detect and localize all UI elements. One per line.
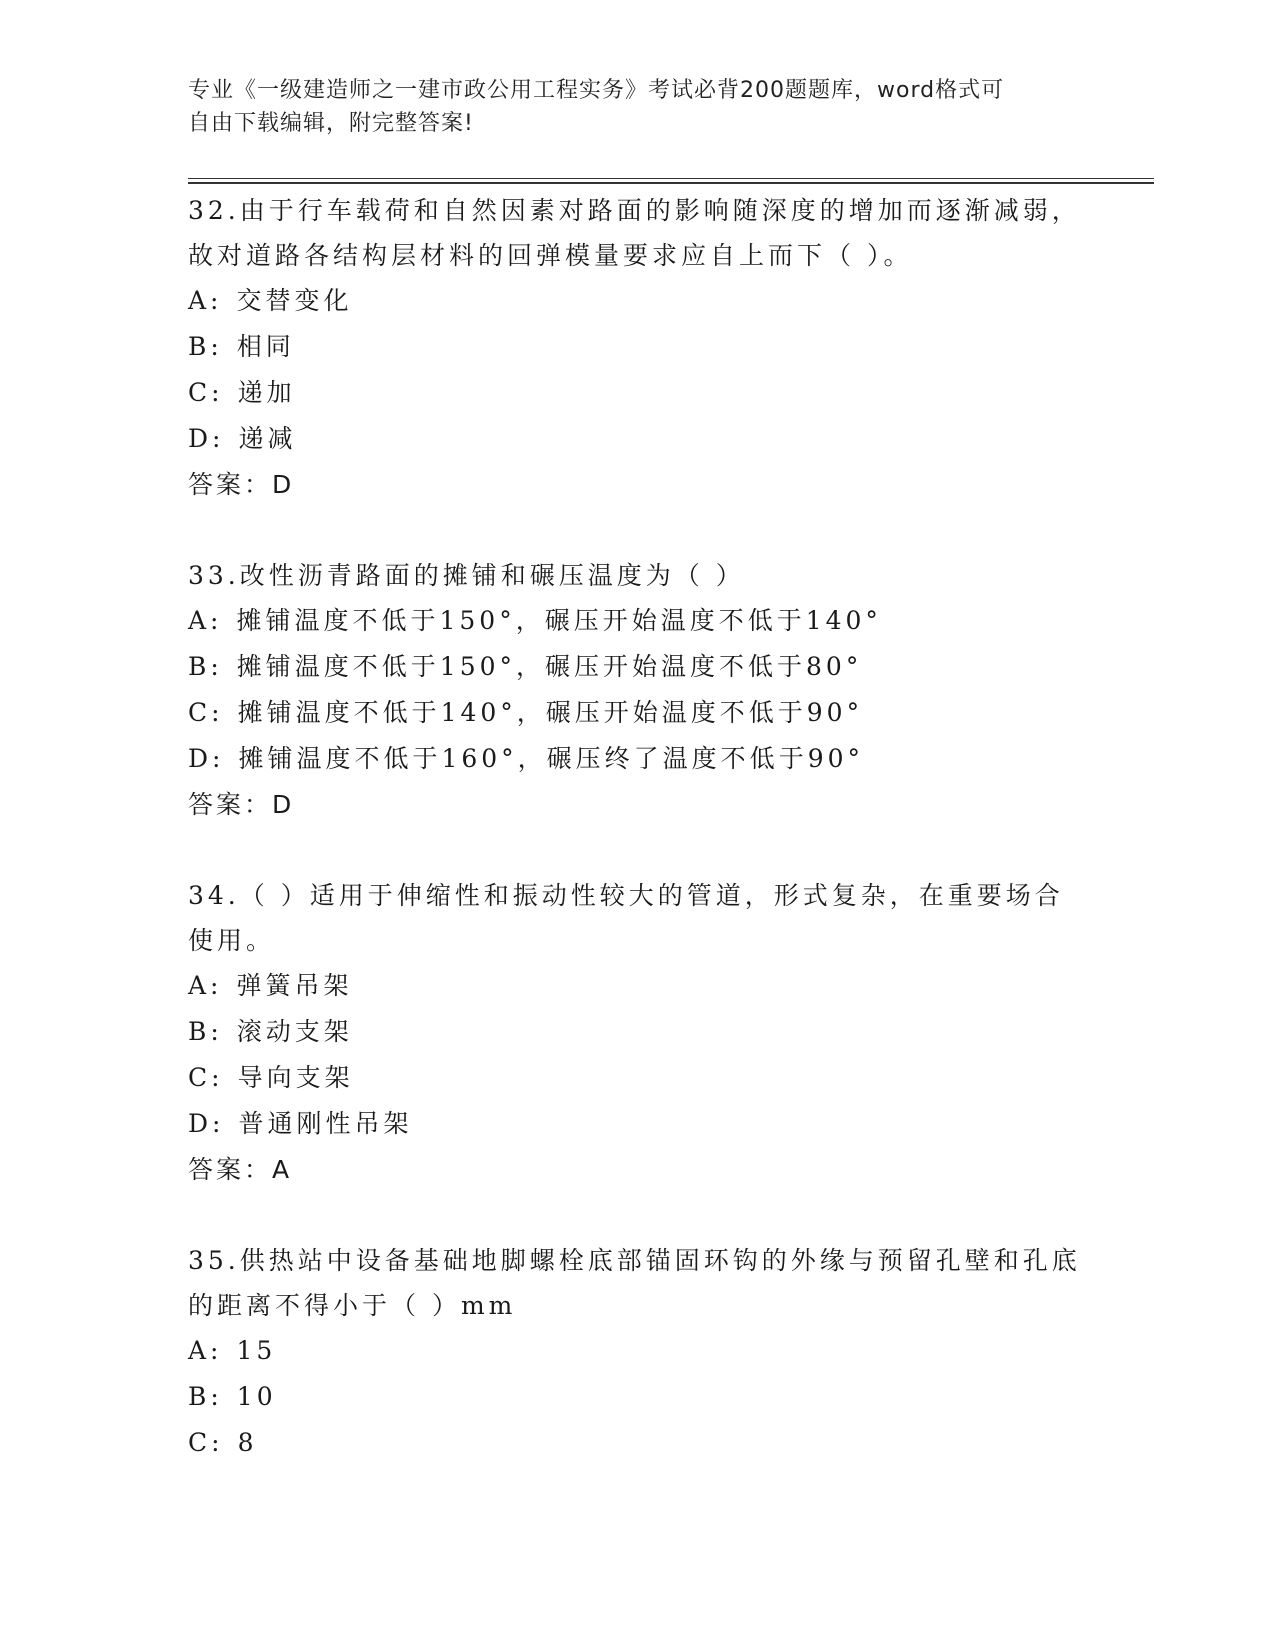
option-c	[188, 1420, 1148, 1466]
question-stem: 33.改性沥青路面的摊铺和碾压温度为（ ）	[188, 561, 745, 590]
option-b	[188, 1374, 1148, 1420]
option-c	[188, 370, 1148, 416]
option-key: C:	[188, 698, 224, 727]
question-34	[188, 873, 1148, 1193]
option-a	[188, 598, 1148, 644]
option-text: 15	[236, 1336, 277, 1365]
option-text: 摊铺温度不低于160°，碾压终了温度不低于90°	[238, 744, 864, 773]
document-header	[188, 74, 1088, 140]
option-text: 摊铺温度不低于150°，碾压开始温度不低于140°	[236, 606, 882, 635]
option-text: 递加	[237, 378, 296, 407]
header-divider-thick	[188, 182, 1154, 184]
option-d	[188, 416, 1148, 462]
option-text: 弹簧吊架	[236, 971, 353, 1000]
question-33	[188, 553, 1148, 828]
question-stem: 32.由于行车载荷和自然因素对路面的影响随深度的增加而逐渐减弱，	[188, 196, 1081, 225]
answer-line: 答案：A	[188, 1155, 293, 1184]
option-key: D:	[188, 424, 225, 453]
question-stem-cont: 的距离不得小于（ ）mm	[188, 1291, 517, 1320]
option-a	[188, 278, 1148, 324]
option-key: A:	[188, 971, 223, 1000]
option-text: 递减	[238, 424, 297, 453]
header-divider-thin	[188, 178, 1154, 179]
option-d	[188, 736, 1148, 782]
option-c	[188, 690, 1148, 736]
option-key: A:	[188, 606, 223, 635]
question-35	[188, 1238, 1148, 1466]
option-key: C:	[188, 1428, 224, 1457]
option-key: C:	[188, 1063, 224, 1092]
option-text: 导向支架	[237, 1063, 354, 1092]
option-key: A:	[188, 1336, 223, 1365]
answer-line: 答案：D	[188, 470, 295, 499]
option-a	[188, 963, 1148, 1009]
option-text: 摊铺温度不低于150°，碾压开始温度不低于80°	[236, 652, 863, 681]
option-b	[188, 324, 1148, 370]
question-stem: 35.供热站中设备基础地脚螺栓底部锚固环钩的外缘与预留孔壁和孔底	[188, 1246, 1081, 1275]
question-list	[188, 188, 1148, 1511]
option-text: 相同	[236, 332, 295, 361]
option-text: 8	[237, 1428, 258, 1457]
option-text: 摊铺温度不低于140°，碾压开始温度不低于90°	[237, 698, 864, 727]
option-key: D:	[188, 744, 225, 773]
answer-line: 答案：D	[188, 790, 295, 819]
option-d	[188, 1101, 1148, 1147]
option-key: B:	[188, 1017, 223, 1046]
option-b	[188, 644, 1148, 690]
question-stem-cont: 故对道路各结构层材料的回弹模量要求应自上而下（ ）。	[188, 241, 913, 270]
option-key: A:	[188, 286, 223, 315]
question-32	[188, 188, 1148, 508]
option-a	[188, 1328, 1148, 1374]
option-key: B:	[188, 652, 223, 681]
option-text: 普通刚性吊架	[238, 1109, 413, 1138]
question-stem: 34.（ ）适用于伸缩性和振动性较大的管道，形式复杂，在重要场合	[188, 881, 1064, 910]
option-key: C:	[188, 378, 224, 407]
header-line-1: 专业《一级建造师之一建市政公用工程实务》考试必背200题题库，word格式可	[188, 78, 1005, 103]
option-b	[188, 1009, 1148, 1055]
option-text: 10	[236, 1382, 277, 1411]
option-key: B:	[188, 1382, 223, 1411]
option-text: 交替变化	[236, 286, 353, 315]
header-line-2: 自由下载编辑，附完整答案!	[188, 111, 474, 136]
option-c	[188, 1055, 1148, 1101]
question-stem-cont: 使用。	[188, 926, 276, 955]
option-key: B:	[188, 332, 223, 361]
option-key: D:	[188, 1109, 225, 1138]
option-text: 滚动支架	[236, 1017, 353, 1046]
